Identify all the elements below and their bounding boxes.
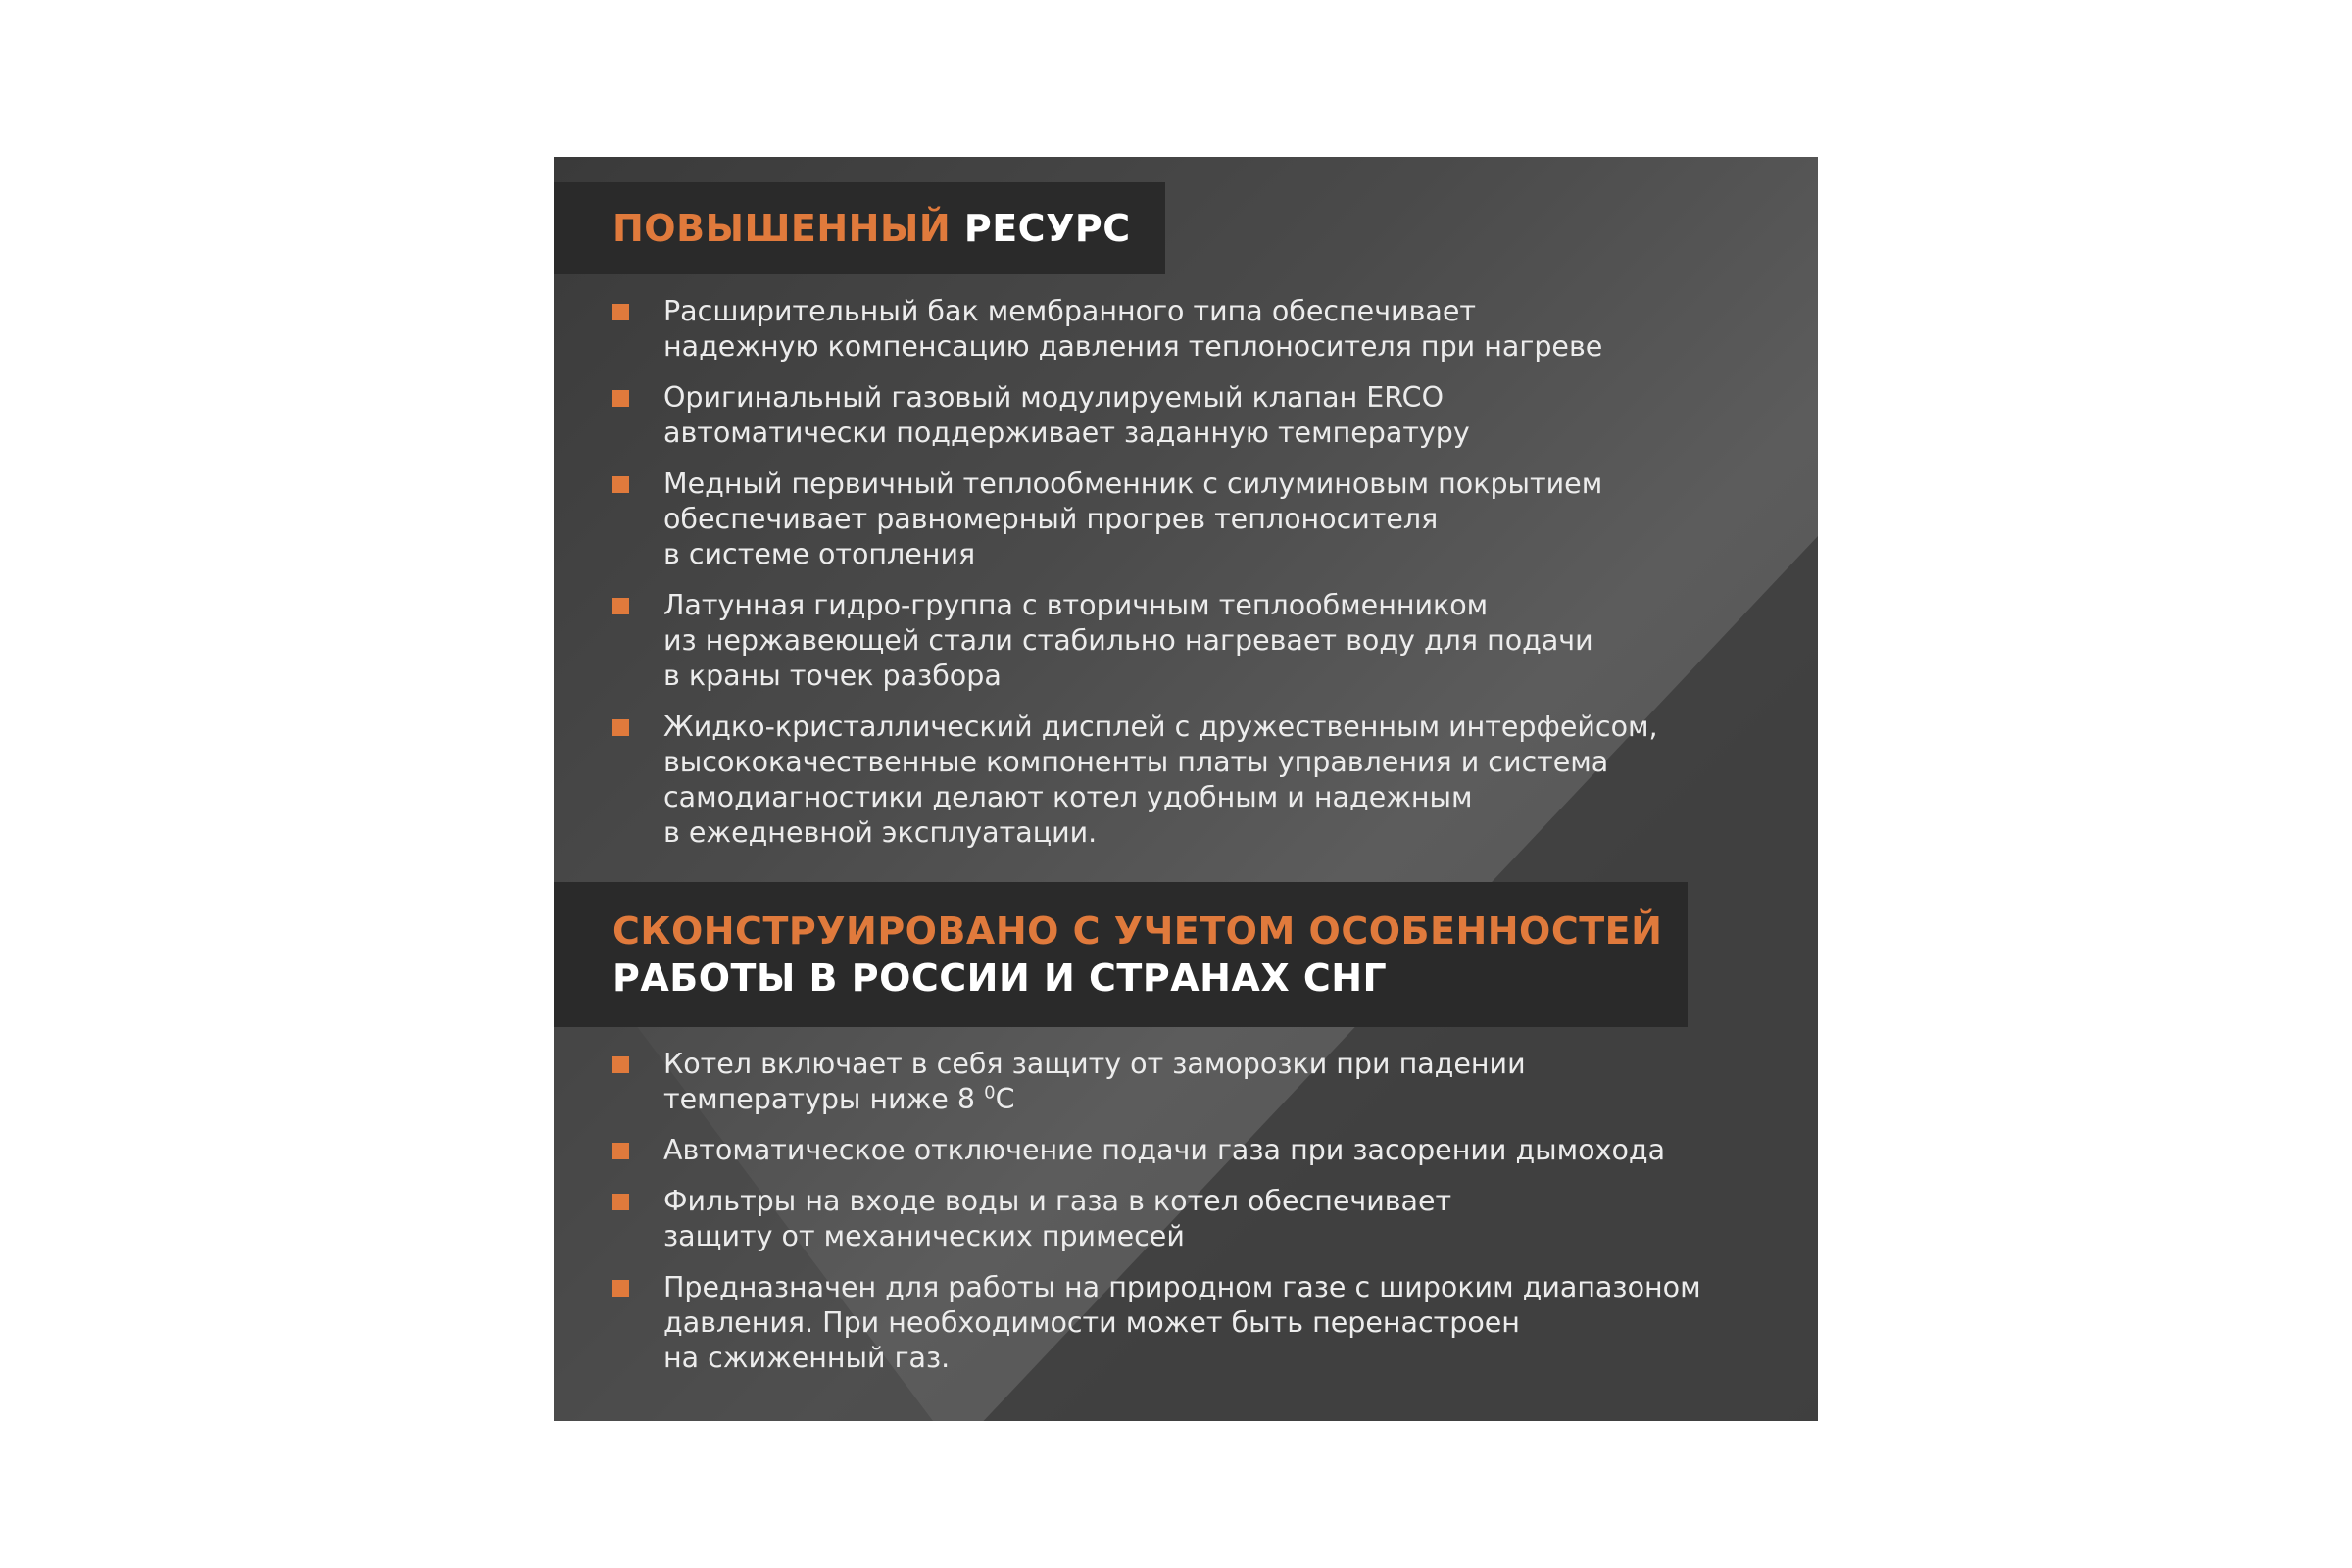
list-item [554,294,1818,365]
list-item-line: самодиагностики делают котел удобным и надежным [663,781,1473,813]
list-item-line: Автоматическое отключение подачи газа при засорении дымохода [663,1134,1666,1166]
list-item [554,588,1818,694]
section1-title-accent: ПОВЫШЕННЫЙ [612,207,952,250]
bullet-icon [612,719,629,736]
section2-title-line1: СКОНСТРУИРОВАНО С УЧЕТОМ ОСОБЕННОСТЕЙ [612,909,1663,953]
list-item-line [663,1082,1818,1117]
bullet-icon [612,304,629,320]
list-item-line: защиту от механических примесей [663,1220,1185,1252]
list-item [554,1133,1818,1168]
list-item-line: Латунная гидро-группа с вторичным теплообменником [663,589,1489,621]
list-item-line: Жидко-кристаллический дисплей с дружественным интерфейсом, [663,710,1658,743]
list-item-text: температуры ниже 8 [663,1083,985,1115]
bullet-icon [612,390,629,407]
list-item-line: давления. При необходимости может быть перенастроен [663,1306,1520,1339]
list-item-line: Расширительный бак мембранного типа обеспечивает [663,295,1476,327]
list-item-line: Медный первичный теплообменник с силуминовым покрытием [663,467,1603,500]
list-item-line: Фильтры на входе воды и газа в котел обеспечивает [663,1185,1452,1217]
list-item-line: Предназначен для работы на природном газе с широким диапазоном [663,1271,1701,1303]
section2-list [554,1047,1818,1392]
section1-title-rest: РЕСУРС [963,207,1131,250]
list-item-line: Котел включает в себя защиту от заморозки при падении [663,1048,1526,1080]
list-item [554,466,1818,572]
list-item-line: в краны точек разбора [663,660,1002,692]
section1-title [612,205,1136,252]
section2-title-line2: РАБОТЫ В РОССИИ И СТРАНАХ СНГ [612,956,1388,1000]
list-item [554,1184,1818,1254]
degree-superscript: 0 [984,1082,996,1103]
list-item-line: в ежедневной эксплуатации. [663,816,1098,849]
list-item-line: автоматически поддерживает заданную температуру [663,416,1470,449]
bullet-icon [612,1143,629,1159]
list-item-line: надежную компенсацию давления теплоносителя при нагреве [663,330,1603,363]
list-item-line: обеспечивает равномерный прогрев теплоносителя [663,503,1439,535]
temperature-unit: С [995,1083,1015,1115]
list-item-line: на сжиженный газ. [663,1342,951,1374]
list-item-line: из нержавеющей стали стабильно нагревает воду для подачи [663,624,1593,657]
list-item-line: в системе отопления [663,538,976,570]
list-item-line: высококачественные компоненты платы управления и система [663,746,1609,778]
feature-panel [554,157,1818,1421]
section1-heading [554,182,1165,274]
section1-list [554,294,1818,866]
bullet-icon [612,1280,629,1297]
bullet-icon [612,1056,629,1073]
bullet-icon [612,598,629,614]
list-item-line: Оригинальный газовый модулируемый клапан ERCO [663,381,1445,414]
bullet-icon [612,1194,629,1210]
list-item [554,1270,1818,1376]
bullet-icon [612,476,629,493]
list-item [554,1047,1818,1117]
section2-heading [554,882,1688,1027]
list-item [554,380,1818,451]
list-item [554,710,1818,851]
